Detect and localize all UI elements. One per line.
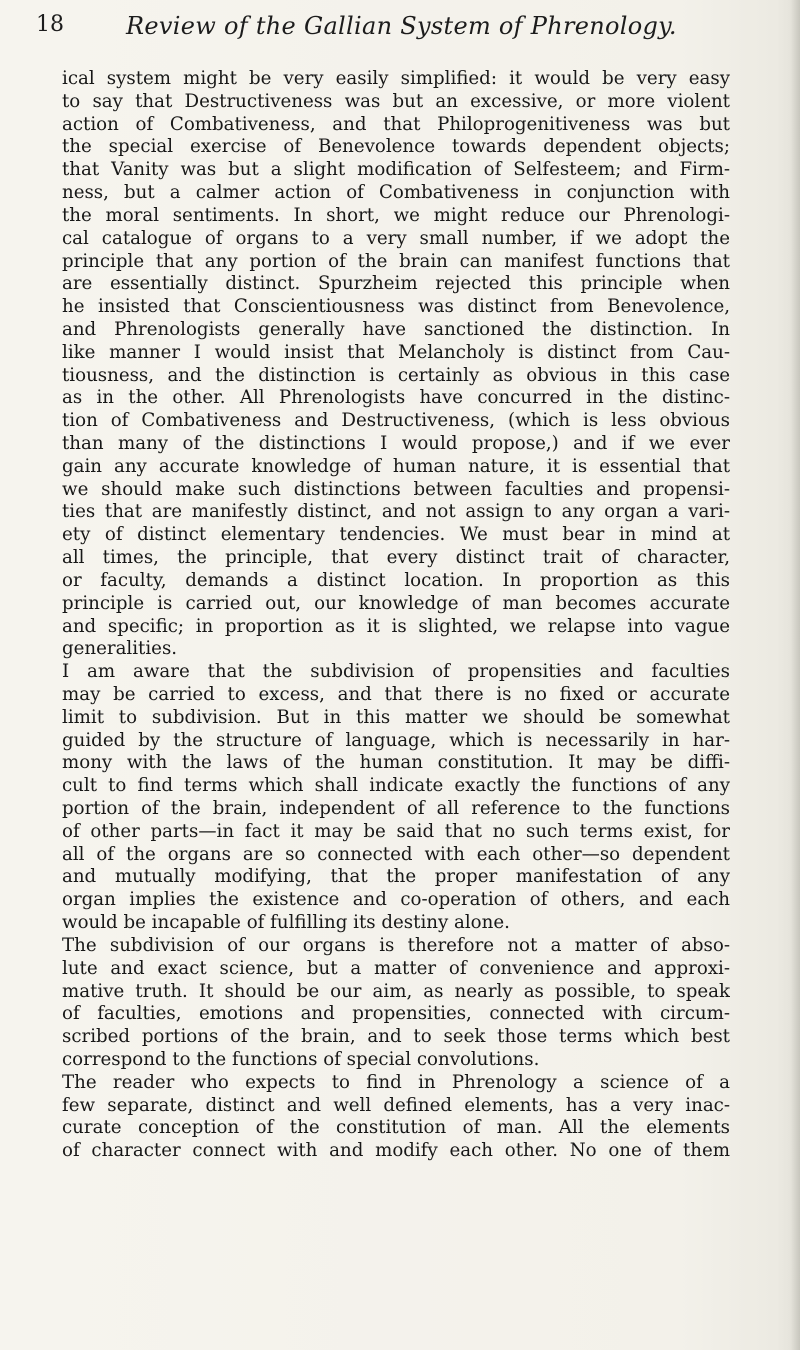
text-line: ical system might be very easily simplified: it would be very easy — [62, 68, 730, 89]
text-line: to say that Destructiveness was but an excessive, or more violent — [62, 90, 730, 112]
text-line: organ implies the existence and co-operation of others, and each — [62, 889, 730, 911]
text-line: I am aware that the subdivision of propensities and faculties — [62, 661, 730, 683]
text-line: all times, the principle, that every distinct trait of character, — [62, 547, 730, 569]
text-line: few separate, distinct and well defined elements, has a very inac- — [62, 1094, 730, 1116]
text-line: as in the other. All Phrenologists have concurred in the distinc- — [62, 387, 730, 409]
text-line: mative truth. It should be our aim, as nearly as possible, to speak — [62, 980, 730, 1002]
text-line: The subdivision of our organs is therefore not a matter of abso- — [62, 934, 730, 956]
text-line: and specific; in proportion as it is slighted, we relapse into vague — [62, 615, 730, 637]
text-line: scribed portions of the brain, and to seek those terms which best — [62, 1026, 730, 1048]
text-line: would be incapable of fulfilling its destiny alone. — [62, 912, 510, 934]
page-edge-shadow — [790, 0, 800, 1350]
text-line: like manner I would insist that Melancholy is distinct from Cau- — [62, 341, 730, 363]
text-line: of other parts—in fact it may be said that no such terms exist, for — [62, 820, 730, 842]
text-line: lute and exact science, but a matter of convenience and approxi- — [62, 957, 730, 979]
text-line: are essentially distinct. Spurzheim rejected this principle when — [62, 273, 730, 295]
text-line: mony with the laws of the human constitution. It may be diffi- — [62, 752, 730, 774]
text-line: than many of the distinctions I would propose,) and if we ever — [62, 433, 730, 454]
text-line: tion of Combativeness and Destructiveness, (which is less obvious — [62, 410, 730, 432]
text-line: generalities. — [62, 638, 178, 660]
text-line: and mutually modifying, that the proper manifestation of any — [62, 866, 730, 888]
page-header — [36, 12, 736, 52]
text-line: may be carried to excess, and that there is no fixed or accurate — [62, 683, 730, 705]
running-title: Review of the Gallian System of Phrenology. — [126, 12, 677, 40]
text-line: or faculty, demands a distinct location. In proportion as this — [62, 569, 730, 591]
text-line: action of Combativeness, and that Philoprogenitiveness was but — [62, 113, 730, 135]
text-line: the special exercise of Benevolence towards dependent objects; — [62, 136, 730, 158]
text-line: principle that any portion of the brain can manifest functions that — [62, 250, 730, 272]
text-line: the moral sentiments. In short, we might reduce our Phrenologi- — [62, 204, 730, 226]
text-line: curate conception of the constitution of man. All the elements — [62, 1117, 730, 1139]
text-line: The reader who expects to find in Phrenology a science of a — [62, 1071, 730, 1093]
body-text — [62, 68, 730, 1163]
text-line: all of the organs are so connected with each other—so dependent — [62, 843, 730, 865]
text-line: we should make such distinctions between faculties and propensi- — [62, 478, 730, 500]
text-line: limit to subdivision. But in this matter we should be somewhat — [62, 706, 730, 728]
text-line: of character connect with and modify each other. No one of them — [62, 1140, 730, 1162]
text-line: he insisted that Conscientiousness was distinct from Benevolence, — [62, 296, 730, 318]
text-line: of faculties, emotions and propensities, connected with circum- — [62, 1003, 730, 1025]
text-line: portion of the brain, independent of all reference to the functions — [62, 798, 730, 819]
text-line: that Vanity was but a slight modification of Selfesteem; and Firm- — [62, 159, 730, 181]
text-line: ety of distinct elementary tendencies. We must bear in mind at — [62, 524, 730, 546]
text-line: principle is carried out, our knowledge of man becomes accurate — [62, 592, 730, 614]
text-line: gain any accurate knowledge of human nature, it is essential that — [62, 455, 730, 477]
page-number: 18 — [36, 12, 64, 37]
text-line: ness, but a calmer action of Combativeness in conjunction with — [62, 182, 730, 204]
text-line: cult to find terms which shall indicate exactly the functions of any — [62, 775, 730, 797]
text-line: ties that are manifestly distinct, and not assign to any organ a vari- — [62, 501, 730, 523]
text-line: guided by the structure of language, which is necessarily in har- — [62, 729, 730, 751]
text-line: and Phrenologists generally have sanctioned the distinction. In — [62, 318, 730, 340]
text-line: tiousness, and the distinction is certainly as obvious in this case — [62, 364, 730, 386]
text-line: cal catalogue of organs to a very small number, if we adopt the — [62, 227, 730, 249]
text-line: correspond to the functions of special convolutions. — [62, 1048, 540, 1070]
